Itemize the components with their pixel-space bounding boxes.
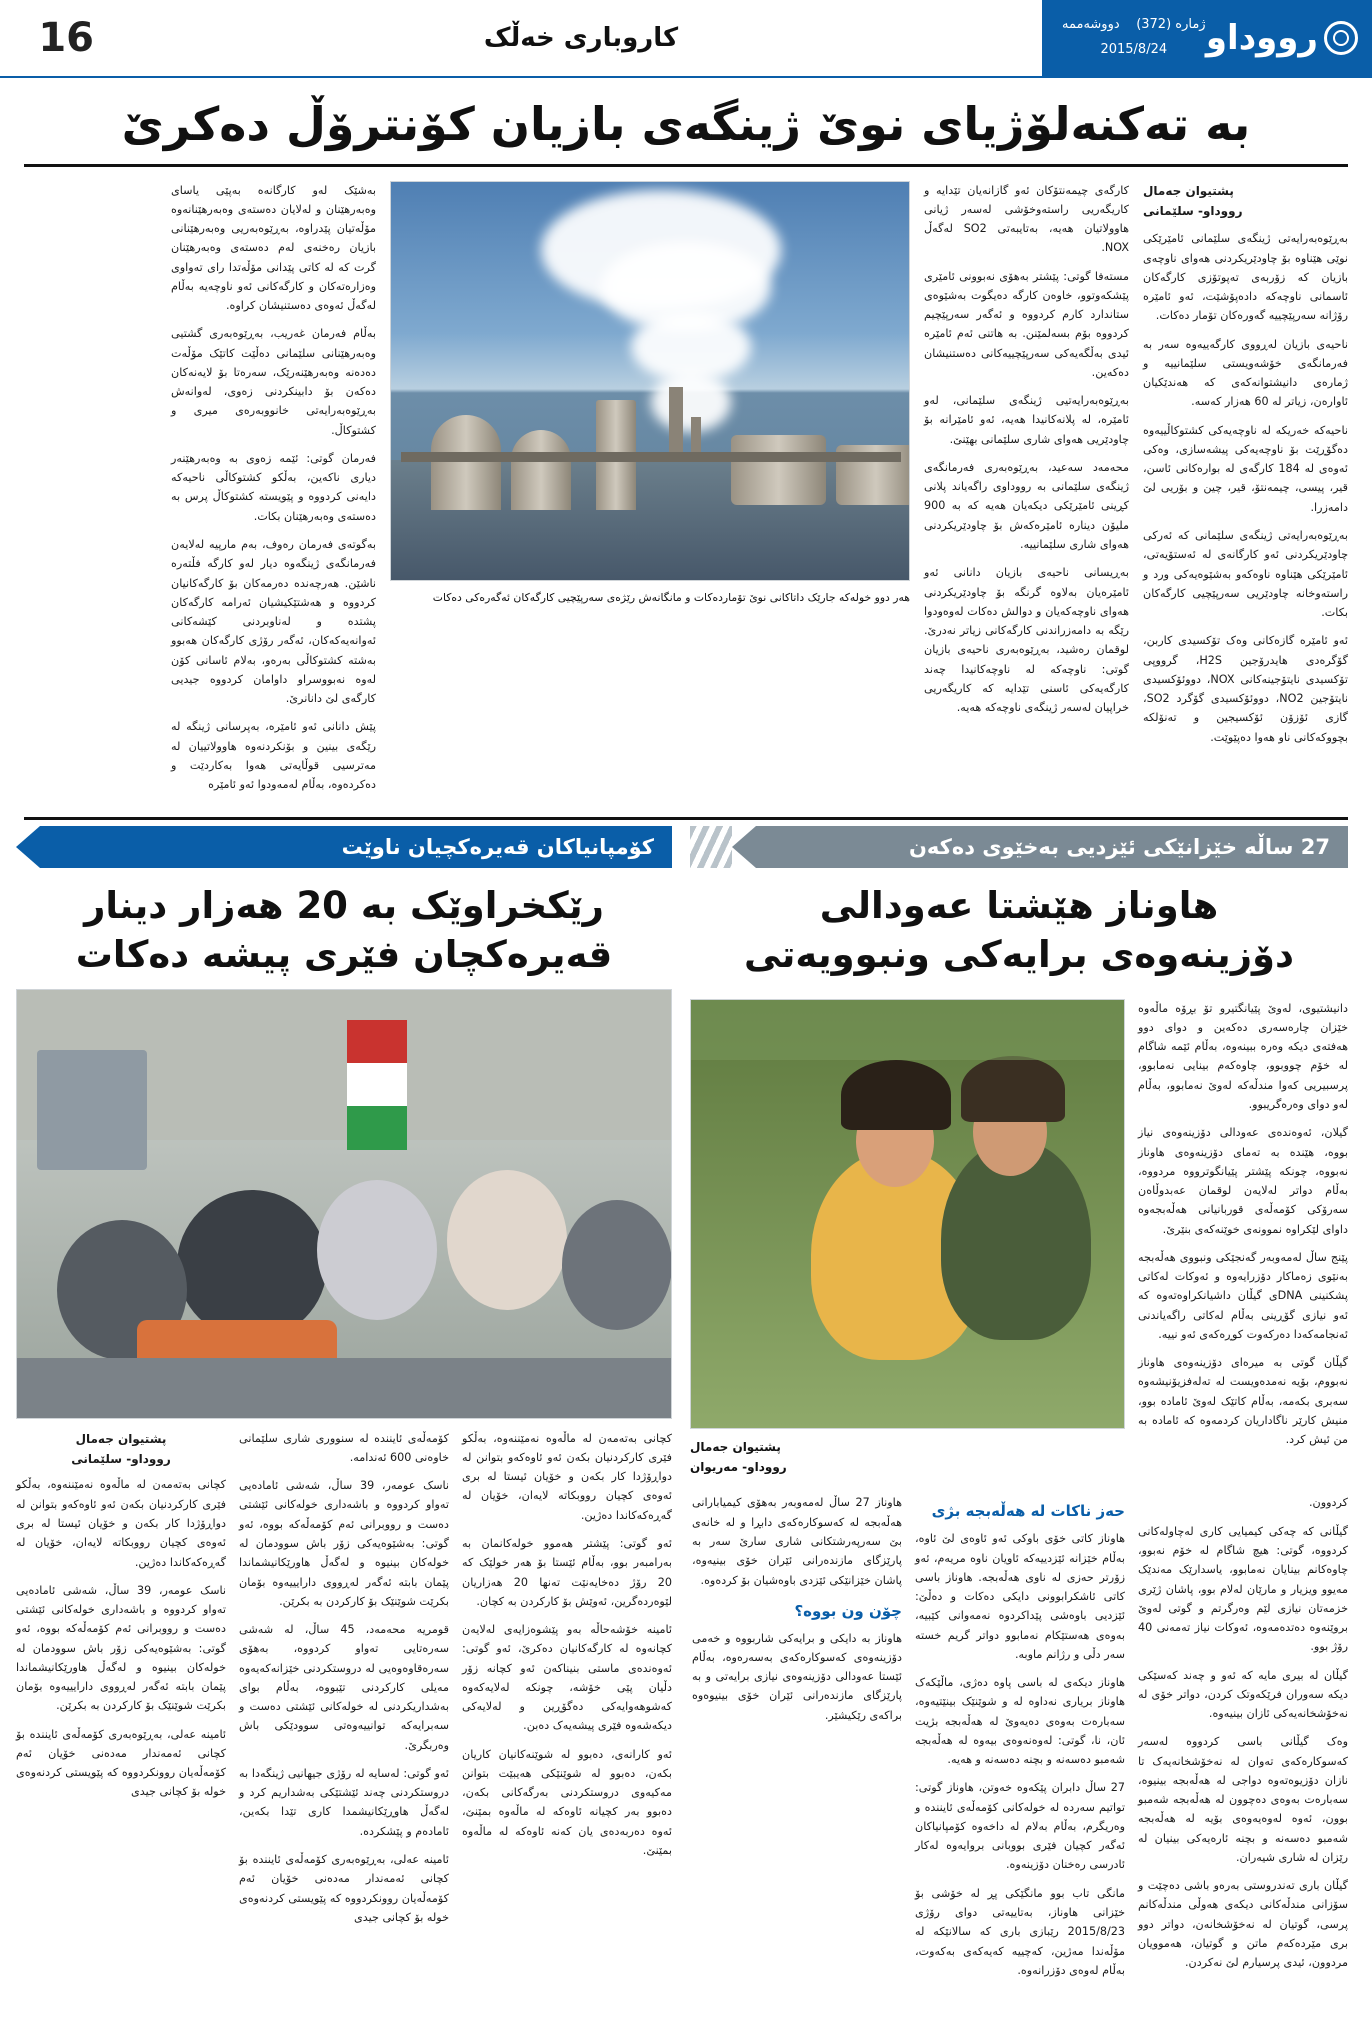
masthead-meta <box>1056 13 1206 62</box>
paragraph: ئامینە عەلی، بەڕێوەبەری کۆمەڵەی ئاینندە بۆ کچانی ئەمەندار مەدەنی خۆیان ئەم کۆمەڵەیان روونکردووە کە پێویستی کردنەوەی خولە بۆ کچانی جیدی <box>16 1727 226 1799</box>
paragraph: گیڵانی کە چەکی کیمیایی کاری لەچاولەکانی کردووە، گوتی: هیچ شاگام لە خۆم نەبوو، چاوەکانم بینایان نەمابوو، یاسدارێک مەندێک مەیوو ویزیار و مارێان لەلام بوو، پاشان ژێری خزمەتان نیازی لێم وەرگرتم و گوتی لەوێ بروێنەوە دەتدەمەوە، ئەوکات نیاز تەمەنی 40 رۆژ بوو. <box>1138 1524 1348 1654</box>
story-ezidi-col-1 <box>1138 999 1348 1484</box>
story-ezidi-col-4 <box>692 1493 902 1989</box>
story-ezidi <box>690 820 1348 1989</box>
story-training-col-2 <box>239 1429 449 1936</box>
subheading-hawlebja: حەز ناکات لە هەڵەبجە بژی <box>931 1502 1125 1521</box>
logo-text: رووداو <box>1205 18 1318 58</box>
story-training-bar <box>16 826 672 868</box>
story-ezidi-bottom <box>690 1483 1348 1989</box>
lead-headline: بە تەکنەلۆژیای نوێ ژینگەی بازیان کۆنترۆڵ دەکرێ <box>24 78 1348 167</box>
paragraph: هاوناز دیکەی لە باسی پاوە دەژی، ماڵێکەک هاوناز بریاری نەداوە لە و شوێنێک بینێتیەوە، سەبارەت بەوەی دەیەوێ لە هەڵەبجە بژیت ئان، نا، گوتی: لەوەنەوەی بیەوە لە هەڵەبجە شەمبو دەسەنە و بچنە دەسەنە و هەیە. <box>915 1676 1125 1767</box>
paragraph: بەڕیسانی ناحیەی بازیان دانانی ئەو ئامێرەیان بەلاوە گرنگە بۆ چاودێریکردنی هەوای ناوچەکەیان و دوالش دەکات لەوەودوا رێگە بە دامەزراندنی کارگەکانی زیاتر نەدرێ. لوقمان رەشید، بەڕێوەبەری ناحیەی بازیان گوتی: ناوچەکە لە ناوچەکانیدا چەند کارگەیەکی ئاسنی تێدایە کە کاریگەریی خراپیان لەسەر ژینگەی ناوچەکە هەیە. <box>924 566 1129 715</box>
lead-column-1 <box>1143 181 1348 804</box>
story-ezidi-top <box>690 989 1348 1484</box>
byline-name: پشتیوان جەمال <box>75 1431 167 1446</box>
paragraph: ئەو گوتی: پێشتر هەموو خولەکانمان بە بەرامبەر بوو، بەڵام ئێستا بۆ هەر خولێک کە 20 رۆژ دەخایەنێت تەنها 20 هەزاریان لێوەردەگرین، ئەوێش بۆ کارکردن بە کچان. <box>462 1536 672 1608</box>
headline-line-2: دۆزینەوەی برایەکی ونبوویەتی <box>744 932 1294 976</box>
paragraph: بەڕێوەبەرایەتیی ژینگەی سلێمانی، لەو ئامێرە، لە پلانەکانیدا هەیە، ئەو ئامێرانە بۆ چاودێریی هەوای شاری سلێمانی بهێنێ. <box>924 394 1129 446</box>
story-training-col-3 <box>16 1429 226 1936</box>
byline-place: رووداو- سلێمانی <box>71 1452 171 1467</box>
headline-line-2: قەیرەکچان فێری پیشە دەکات <box>75 932 613 976</box>
women-hug-photo <box>690 999 1125 1429</box>
paragraph: ئەو کارانەی، دەبوو لە شوێنەکانیان کاریان بکەن، دەبوو لە شوێنێکی هەیبێت بتوانن مەکیەوی دروستکردنی بەرگەکانی بکەن، دەبوو بەر کچیانە ئاوەکە لە ماڵەوە بمێنێ، ئەوە دەربەدەی یان کەنە ئاوەکە لە ماڵەوە بمێنێ. <box>462 1747 672 1857</box>
paragraph: وەک گیڵانی باسی کردووە لەسەر کەسوکارەکەی تەوان لە نەخۆشخانەیەک تا نازان دۆزیوەتەوە دواجی لە هەڵەبجە بینیوە، سەبارەت بەوەی دەچوون لە هەڵەبجە شەمبو بوون، ئەوە لەوەیەوەی بۆیە لە هەڵەبجە شەمبو دەسەنە و بچنە ئارەیەکی بینیان لە رێزان لە شاری شیەران. <box>1138 1735 1348 1864</box>
page-number: 16 <box>38 15 94 61</box>
bar-arrow-icon <box>16 826 40 868</box>
paragraph: محەمەد سەعید، بەڕێوەبەری فەرمانگەی ژینگەی سلێمانی بە رووداوی راگەیاند پلانی کڕینی ئامێرێکی دیکەیان هەیە کە بە 900 ملیۆن دینارە ئامێرەکەش بۆ چاودێریکردنی هەوای شاری سلێمانییە. <box>924 460 1129 552</box>
story-ezidi-col-2 <box>1138 1493 1348 1989</box>
story-training-headline <box>16 868 672 988</box>
issue-number: ژمارە (372) <box>1136 17 1206 33</box>
paragraph: پێنج ساڵ لەمەوبەر گەنجێکی ونبووی هەڵەبجە بەنێوی زەماکار دۆزرایەوە و ئەوکات لەکاتی پشکنینی DNAی گیڵان داشیانکراوەتەوە کە ئەو نیازی گۆڕینی بەڵام لەکاتی راگەیاندنی ئەنجامەکەدا دەرکەوت کوڕەکەی ئەو نییە. <box>1138 1250 1349 1341</box>
story-training-byline <box>16 1429 226 1470</box>
masthead <box>0 0 1372 78</box>
story-training-col-1 <box>462 1429 672 1936</box>
byline-name: پشتیوان جەمال <box>1143 183 1234 198</box>
headline-line-1: هاوناز هێشتا عەودالی <box>819 884 1219 928</box>
paragraph: هاوناز بە دایکی و برایەکی شاربووە و خەمی دۆزینەوەی کەسوکارەکەی بەسەرەوە، بەڵام ئێستا عەودالی دۆزینەوەی نیازی برایەتی و بە پارێزگای مازندەرانی ئێران خۆی بینیوەوە براکەی رێکیشێر. <box>692 1631 902 1722</box>
lead-column-2 <box>924 181 1129 804</box>
paragraph: بەڕێوەبەرایەتی ژینگەی سلێمانی کە ئەرکی چاودێریکردنی ئەو کارگانەی لە ئەستۆیەتی، ئامێرێکی هێناوە ناوەکەو بەشێوەیەکی ورد و راستەوخانە چاودێریی سەرپێچیی کارگەکان بکات. <box>1143 529 1348 620</box>
paragraph: گیلان، ئەوەندەی عەودالی دۆزینەوەی نیاز بووە، هێندە بە تەمای دۆزینەوەی هاوناز نەبووە، چونکە پێشتر پێیانگوترووە مردووە، بەڵام دواتر لەلایەن لوقمان عەبدوڵاەن سەرۆکی کۆمەڵەی قوربانیانی هەڵەبجەوە داوای لێکراوە نموونەی خوێنەکەی بنێرێ. <box>1138 1126 1348 1236</box>
byline <box>1143 181 1348 222</box>
factory-photo <box>390 181 910 581</box>
lead-photo-column <box>390 181 910 804</box>
paragraph: فەرمان گوتی: ئێمە زەوی بە وەبەرهێنەر دیاری ناکەین، بەڵکو کشتوکاڵی ناحیەکە دایەنی کردووە و پێویستە کشتوکاڵ پرس بە دەستەی وەبەرهێنان بکات. <box>171 451 376 523</box>
paragraph: مانگی تاب بوو مانگێکی پڕ لە خۆشی بۆ خێزانی هاوناز، بەتاییەتی دوای رۆژی 2015/8/23 رێبازی باری کە سالانێکە لە مۆڵەندا مەژین، کەچییە کەیەکەی بەکەوت، بەڵام لەوەی دۆزرانەوە. <box>915 1886 1125 1977</box>
bottom-section <box>0 820 1372 1989</box>
paragraph: قومریە محەمەد، 45 ساڵ، لە شەشی سەرەتایی تەواو کردووە، بەهۆی سەرەقاوەوەیی لە دروستکردنی خێزانەکەیەوە مەیلی کارکردنی تێبووە، بەڵام بوای بەشداریکردنی لە خولەکانی ئێشتی دەست و سەبرایەکە توانییەوەتی سوودێکی باش وەربگرێ. <box>239 1623 449 1752</box>
paragraph: پێش دانانی ئەو ئامێرە، بەپرسانی ژینگە لە رێگەی بینین و بۆنکردنەوە هاوولاتییان لە مەترسیی قوڵایەتی هەوا بەکاردێت و دەکردەوە، بەڵام لەمەودوا ئەو ئامێرە <box>171 720 376 792</box>
paragraph: ناسک عومەر، 39 ساڵ، شەشی ئامادەیی تەواو کردووە و باشەداری خولەکانی ئێشتی دەست و رووبرانی ئەم کۆمەڵەکە بووە، ئەو گوتی: بەشێوەیەکی زۆر باش سوودمان لە خولەکان بینیوە و لەگەڵ هاورێکانیشماندا پێمان بابتە ئەگەر لەڕووی دارایییەوە بۆمان بکرێت شوێنێک بۆ کارکردن بە بکرێن. <box>239 1479 450 1608</box>
headline-line-1: رێکخراوێک بە 20 هەزار دینار <box>84 884 604 928</box>
paragraph: بەشێک لەو کارگانەە بەپێی یاسای وەبەرهێنان و لەلایان دەستەی وەبەرهێنانەوە مۆڵەتیان پێدراوە، بەڕێوەبەریی وەبەرهێنانی بازیان رەخنەی لەم دەستەی وەبەرهێنان گرت کە لە کاتی پێدانی مۆڵەتدا رای تەواوی وەزارەتەکان و کارگەکانی ئەو ناوچەیە بەڵام لەگەڵ ئەوەی دەستنیشان کراوە. <box>171 183 376 313</box>
story-training-columns <box>16 1419 672 1936</box>
paragraph: مستەفا گوتی: پێشتر بەهۆی نەبوونی ئامێری پێشکەوتوو، خاوەن کارگە دەیگوت بەشێوەی ستاندارد کارم کردووە و ئەگەر سەرپێچیم کردووە بۆم بسەلمێنن. بە هاتنی ئەم ئامێرە ئیدی بەڵگەیەکی سەرپێچییەکانی دەستنیشان دەکەین. <box>924 269 1129 379</box>
paragraph: گیڵان گوتی بە میرەای دۆزینەوەی هاوناز نەبووم، بۆیە نەمدەویست لە تەلەفزیۆنیشەوە سەبری بکەمە، بەڵام کاتێک لەوێ ئامادە بوو، منیش کارێر ناگاداریان کردمەوە کە ئامادە بە من ئیش کرد. <box>1138 1356 1348 1447</box>
lead-article <box>0 167 1372 812</box>
story-ezidi-photo-wrap <box>690 999 1125 1484</box>
story-training <box>16 820 672 1989</box>
paragraph: کۆمەڵەی ئاینندە لە سنووری شاری سلێمانی خاوەنی 600 ئەندامە. <box>239 1431 449 1464</box>
paragraph: ئامینە خۆشەحاڵە بەو پێشوەزایەی لەلایەن کچانەوە لە کارگەکانیان دەکرێ، ئەو گوتی: ئەوەندەی ماستی بنیناکەن ئەو کچانە زۆر دڵیان پێی خۆشە، چونکە لەلایەکەوە کەشوهەوایەکی دەگۆڕین و لەلایەکی دیکەشەوە فێری پیشەیەک دەبن. <box>462 1623 672 1733</box>
subheading-how-lost: چۆن ون بووە؟ <box>794 1601 902 1620</box>
paragraph: ناحیەی بازیان لەڕووی کارگەییەوە سەر بە فەرمانگەی خۆشەویستی سلێمانییە و ژمارەی دانیشتوانەکەی کە هەندێکیان ئاوارەن، زیاتر لە 60 هەزار کەسە. <box>1143 337 1348 409</box>
story-ezidi-headline <box>690 868 1348 988</box>
paragraph: کردوون. <box>1308 1496 1348 1510</box>
stripe-decoration <box>690 826 732 868</box>
bar-arrow-icon <box>732 826 756 868</box>
paragraph: ئامینە عەلی، بەڕێوەبەری کۆمەڵەی ئاینندە بۆ کچانی ئەمەندار مەدەنی خۆیان ئەم کۆمەڵەیان روونکردووە کە پێویستی کردنەوەی خولە بۆ کچانی جیدی <box>239 1852 449 1924</box>
paragraph: کارگەی چیمەنتۆکان ئەو گازانەیان تێدایە و کاریگەریی راستەوخۆشی لەسەر ژیانی هاوولاتیان هەیە، بەتایبەتی SO2 لەگەڵ NOX. <box>924 183 1129 255</box>
paragraph: ئەو ئامێرە گازەکانی وەک تۆکسیدی کاربن، گۆگرەدی هایدرۆجین H2S، گرووپی تۆکسیدی نایتۆجینەکانی NOX، دووئۆکسیدی نایتۆجین NO2، دووئۆکسیدی گۆگرد SO2، گازی ئۆزۆن ئۆکسیجین و تەنۆلکە بچووکەکانی ناو هەوا دەپێوێت. <box>1143 634 1349 744</box>
byline-name: پشتیوان جەمال <box>690 1439 781 1454</box>
weekday: دووشەممە <box>1062 17 1120 33</box>
paragraph: کچانی بەتەمەن لە ماڵەوە نەمێننەوە، بەڵکو فێری کارکردنیان بکەن ئەو ئاوەکەو بتوانن لە دواڕۆژدا کار بکەن و خۆیان ئیستا لە بری ئەوەی کچیان رووبکاتە لایەان، خۆیان لە گەڕەکەکاندا دەژین. <box>462 1431 672 1522</box>
paragraph: هاوناز 27 ساڵ لەمەوبەر بەهۆی کیمیابارانی هەڵەبجە لە کەسوکارەکەی دابڕا و لە خانەی بێ سەرپەرشتکانی شاری سارێ سەر بە پارێزگای مازندەرانی ئێران خۆی بینیەوە، پاشان خێزانێکی ئێزدی باوەشیان بۆ کردەوە. <box>692 1496 902 1587</box>
paragraph: ناسک عومەر، 39 ساڵ، شەشی ئامادەیی تەواو کردووە و باشەداری خولەکانی ئێشتی دەست و رووبرانی ئەم کۆمەڵەکە بووە، ئەو گوتی: بەشێوەیەکی زۆر باش سوودمان لە خولەکان بینیوە و لەگەڵ هاورێکانیشماندا پێمان بابتە ئەگەر لەڕووی دارایییەوە بۆمان بکرێت شوێنێک بۆ کارکردن بە بکرێن. <box>16 1583 227 1713</box>
lead-column-4 <box>171 181 376 804</box>
photo-caption-text: هەر دوو خولەکە جارێک داتاکانی نوێ تۆماردەکات و مانگانەش رێژەی سەرپێچیی کارگەکان ئەگەرەکی دەکات <box>432 590 910 604</box>
paragraph: بەڕێوەبەرایەتی ژینگەی سلێمانی ئامێرێکی نوێی هێناوە بۆ چاودێریکردنی هەوای ناوچەی بازیان کە زۆربەی تەپوتۆزی کارگەکان ئاسمانی ناوچەکە دادەپۆشێت، ئەو ئامێرە رۆژانە سەرپێچییە گەورەکان تۆمار دەکات. <box>1143 232 1348 323</box>
byline-place: رووداو- مەریوان <box>690 1460 787 1475</box>
story-ezidi-bar-label: 27 ساڵە خێزانێکی ئێزدیی بەخێوی دەکەن <box>756 826 1348 868</box>
paragraph: گیڵان باری تەندروستی بەرەو باشی دەچێت و سۆزانی مندڵەکانی دیکەی هەوڵی مندڵەکانم پرسی، گوتیان لە نەخۆشخانەن، دواتر دوو بری مێردەکەم ماتن و گوتیان، هەموویان مردوون، ئیدی پرسیارم لێ نەکردن. <box>1138 1879 1348 1970</box>
photo-caption <box>390 589 910 607</box>
paragraph: ناحیەکە خەریکە لە ناوچەیەکی کشتوکاڵییەوە دەگۆڕێت بۆ ناوچەیەکی پیشەسازی، وەکی ئەوەی لە 184 کارگەی لە بوارەکانی ئاسن، قیر، پیسی، چیمەنتۆ، قیر، چین و بۆریی لێ دامەزرا. <box>1143 423 1349 514</box>
section-title: کاروباری خەڵک <box>483 23 679 53</box>
paragraph: دانیشتیوی، لەوێ پێیانگتیرو تۆ بڕۆە ماڵەوە خێزان چارەسەری دەکەین و دوای دوو هەفتەی دیکە وەرە ببینەوە، بەڵام ئێمە شاگام لە خۆم چووبوو، چاوەکەم بینایی نەمابوو، پرسبیریی کەوا مندڵەکە لەوێ نەمابوو، بەڵام لەو دوای وەرەگریبوو. <box>1138 1001 1348 1111</box>
logo <box>1206 18 1358 58</box>
issue-date: 2015/8/24 <box>1100 42 1168 57</box>
story-ezidi-byline <box>690 1437 1125 1478</box>
paragraph: کچانی بەتەمەن لە ماڵەوە نەمێننەوە، بەڵکو فێری کارکردنیان بکەن ئەو ئاوەکەو بتوانن لە دواڕۆژدا کار بکەن و خۆیان ئیستا لە بری ئەوەی کچیان رووبکاتە لایەان، خۆیان لە گەڕەکەکاندا دەژین. <box>16 1478 226 1569</box>
story-ezidi-bar <box>690 826 1348 868</box>
training-meeting-photo <box>16 989 672 1419</box>
masthead-brand <box>1042 0 1372 76</box>
byline-place: رووداو- سلێمانی <box>1143 203 1243 218</box>
paragraph: 27 ساڵ دابران پێکەوە خەوتن، هاوناز گوتی: تواتیم سەردە لە خولەکانی کۆمەڵەی ئاینندە و وەریگرم، بەڵام بەلام لە داخەوە کۆمپانیاکان ئەگەر کچیان فێری بووبانی بروایەوە لەکار ئادرسی رەخنان دۆزینەوە. <box>915 1781 1125 1872</box>
paragraph: هاوناز کاتی خۆی باوکی ئەو ئاوەی لێ ئاوە، بەڵام خێزانە ئێزدییەکە ئاویان ناوە مریەم، ئەو زۆرتر حەزی لە ناوی هەڵەبجە. هاوناز باسی کاتی ئاشکرابوونی دایکی دەکات و دەڵێ: ئێزدیی باوەشی پێداکردوە نەمەوانی کێبیە، بەوەی هەستێکام نەمابوو دواتر گریم خستە سەر دڵی و رژانم ماوبە. <box>915 1532 1125 1661</box>
paragraph: بەگوتەی فەرمان رەوف، بەم مارپیە لەلایەن فەرمانگەی ژینگەوە دیار لەو کارگە فڵتەرە ناشێن. هەرچەندە دەرمەکان بۆ کارگەکانیان کردووە و هەشتێکیشیان ئەرامە کارگەکان پشتدە و لەناوبردنی کێشەکانی ئەوانەیەکەکان، ئەگەر رۆژی کارگەکان هەبوو بەشتە کشتوکاڵی بەرەو، بەلام ئاسانی کۆن لەوە نەبووسراو داوامان کردووە جیدیی کارگەی لێ دانانرێ. <box>171 538 376 706</box>
story-training-bar-label: کۆمپانیاکان قەیرەکچیان ناوێت <box>40 826 672 868</box>
sun-logo-icon <box>1324 21 1358 55</box>
paragraph: بەڵام فەرمان غەریب، بەڕێوەبەری گشتیی وەبەرهێنانی سلێمانی دەڵێت کاتێک مۆڵەت دەدەنە وەبەرهێنەرێک، سەرەتا بۆ لایەنەکان دەکەن بۆ دابینکردنی زەوی، لەوانەش بەڕێوەبەرایەتی خانووبەرەی میری و کشتوکاڵ. <box>171 327 376 437</box>
paragraph: گیڵان لە بیری مایە کە ئەو و چەند کەسێکی دیکە سەوران فرێکەوتک کردن، دواتر خۆی لە نەخۆشخانەیەکی ئازان بینیەوە. <box>1138 1668 1348 1721</box>
paragraph: ئەو گوتی: لەسایە لە رۆژی جیهانیی ژینگەدا بە دروستکردنی چەند ئێشتێکی بەشداریم کرد و لەگەڵ هاوڕێکانیشمدا کاری تێدا بکەین، ئامادەم و پێشکردە. <box>239 1766 449 1838</box>
story-ezidi-col-3 <box>915 1493 1125 1989</box>
